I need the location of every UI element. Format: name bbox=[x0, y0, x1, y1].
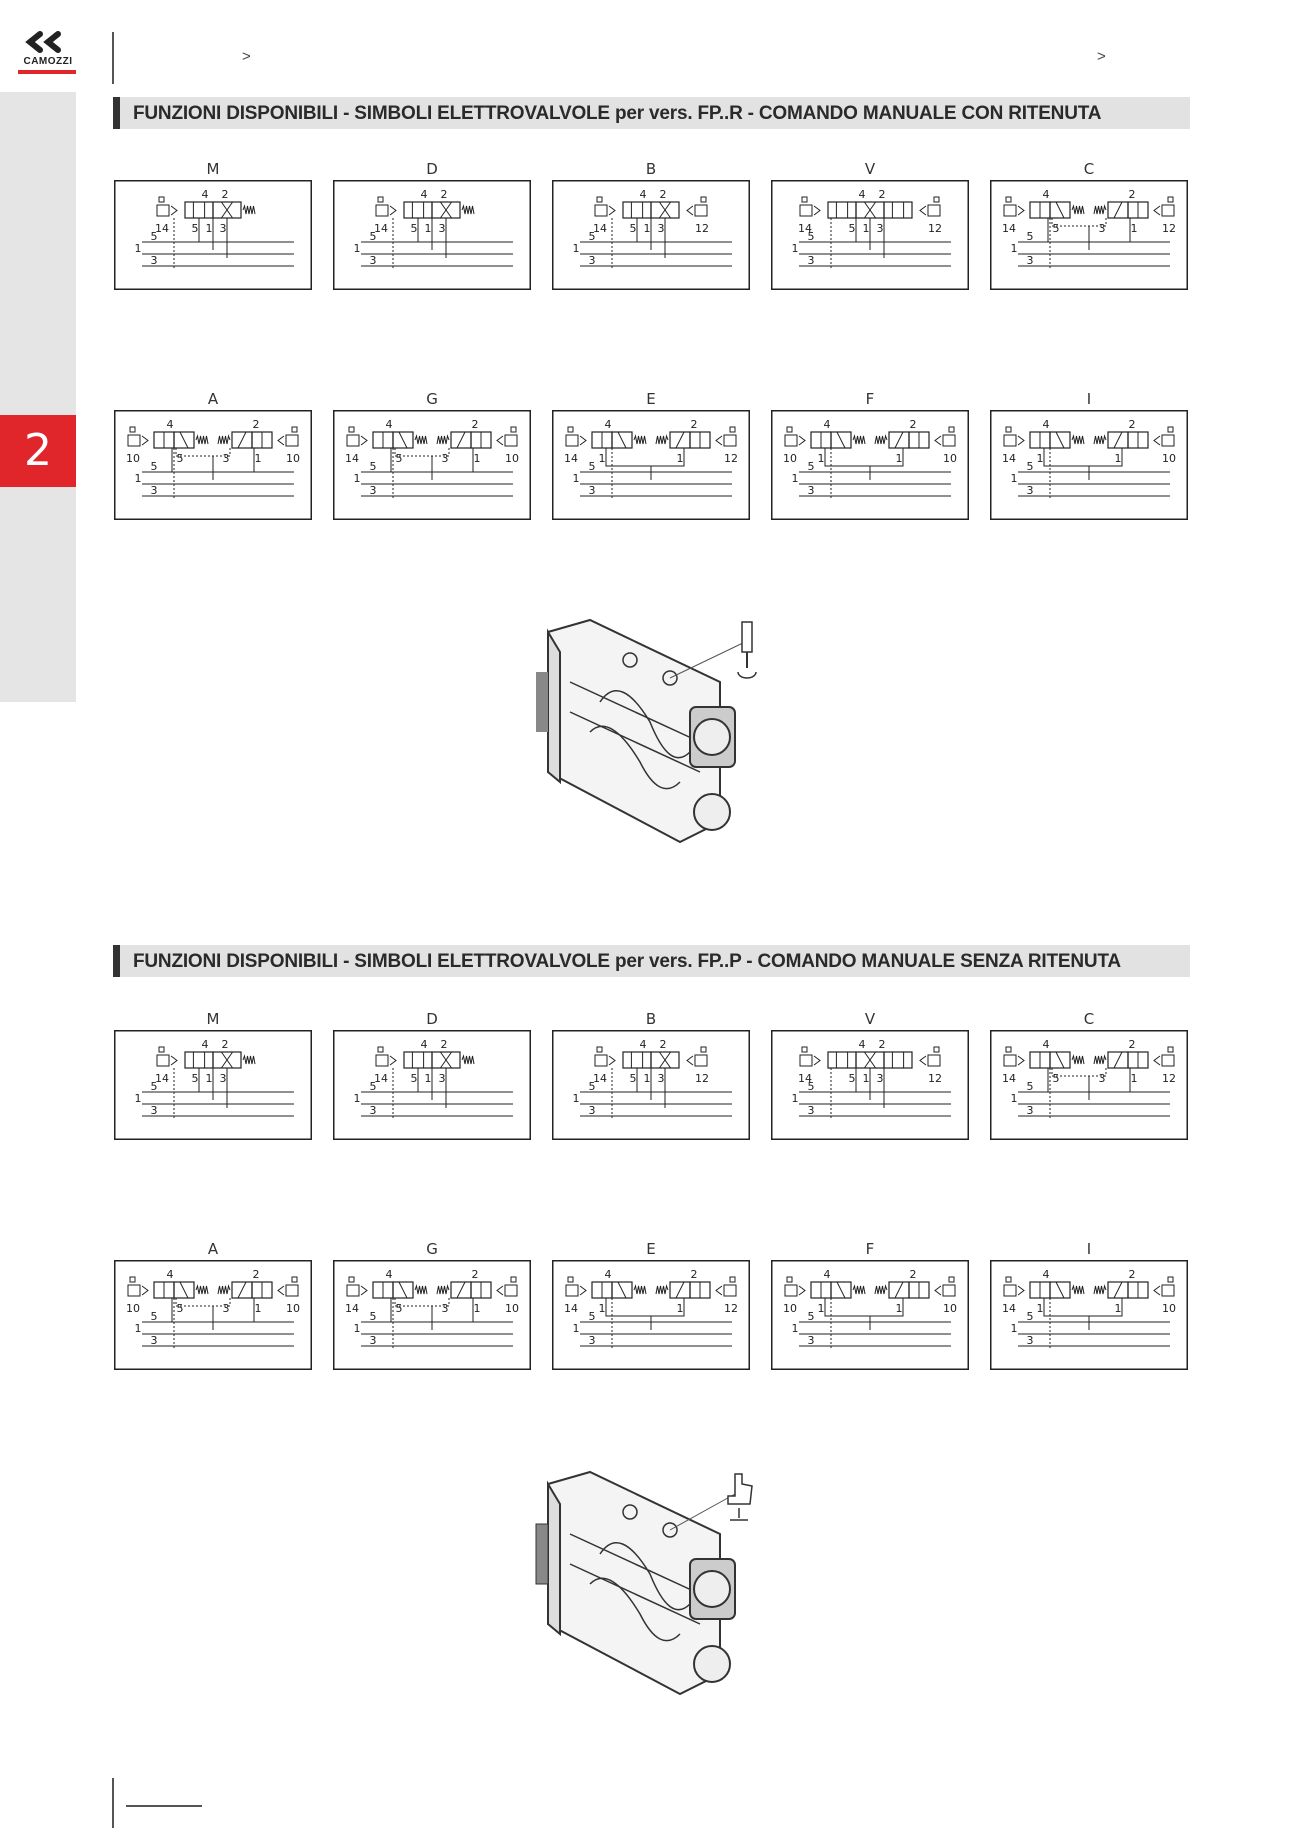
manifold-port-label: 5 bbox=[369, 1080, 377, 1093]
manifold-port-label: 3 bbox=[369, 1104, 377, 1117]
port-label: 2 bbox=[690, 418, 698, 431]
port-label: 4 bbox=[1042, 418, 1050, 431]
manifold-port-label: 3 bbox=[807, 1334, 815, 1347]
manifold-port-label: 3 bbox=[1026, 484, 1034, 497]
port-label: 1 bbox=[205, 222, 213, 235]
port-label: 14 bbox=[155, 222, 169, 235]
port-label: 3 bbox=[876, 222, 884, 235]
valve-symbol-diagram bbox=[771, 1030, 969, 1140]
symbol-letter: B bbox=[645, 1010, 657, 1028]
port-label: 2 bbox=[909, 418, 917, 431]
port-label: 1 bbox=[424, 1072, 432, 1085]
symbol-letter: M bbox=[206, 160, 220, 178]
port-label: 1 bbox=[676, 1302, 684, 1315]
port-label: 2 bbox=[878, 1038, 886, 1051]
valve-symbol-diagram bbox=[114, 1030, 312, 1140]
manifold-port-label: 5 bbox=[369, 460, 377, 473]
manifold-port-label: 1 bbox=[1010, 472, 1018, 485]
port-label: 3 bbox=[1098, 1072, 1106, 1085]
port-label: 2 bbox=[252, 1268, 260, 1281]
manifold-port-label: 1 bbox=[134, 1092, 142, 1105]
port-label: 10 bbox=[943, 1302, 957, 1315]
port-label: 4 bbox=[385, 1268, 393, 1281]
port-label: 2 bbox=[878, 188, 886, 201]
breadcrumb-arrow-1[interactable]: > bbox=[242, 48, 251, 65]
port-label: 4 bbox=[639, 188, 647, 201]
port-label: 1 bbox=[424, 222, 432, 235]
port-label: 1 bbox=[895, 1302, 903, 1315]
port-label: 2 bbox=[1128, 418, 1136, 431]
manifold-port-label: 5 bbox=[807, 230, 815, 243]
sidebar-band bbox=[0, 92, 76, 702]
valve-symbol-diagram bbox=[990, 1260, 1188, 1370]
port-label: 2 bbox=[221, 188, 229, 201]
valve-symbol-diagram bbox=[114, 180, 312, 290]
header-divider bbox=[112, 32, 114, 84]
manifold-port-label: 3 bbox=[588, 1104, 596, 1117]
port-label: 2 bbox=[252, 418, 260, 431]
port-label: 3 bbox=[657, 222, 665, 235]
port-label: 10 bbox=[126, 1302, 140, 1315]
port-label: 10 bbox=[505, 1302, 519, 1315]
manifold-port-label: 1 bbox=[134, 1322, 142, 1335]
footer-divider bbox=[112, 1778, 114, 1828]
camozzi-logo-icon bbox=[18, 28, 76, 76]
valve-symbol-diagram bbox=[333, 1030, 531, 1140]
manifold-port-label: 1 bbox=[572, 242, 580, 255]
symbol-frame bbox=[553, 411, 750, 520]
symbol-letter: C bbox=[1083, 1010, 1095, 1028]
port-label: 4 bbox=[201, 188, 209, 201]
port-label: 1 bbox=[254, 1302, 262, 1315]
port-label: 4 bbox=[823, 1268, 831, 1281]
section-header-1 bbox=[113, 97, 1190, 129]
port-label: 14 bbox=[345, 452, 359, 465]
port-label: 3 bbox=[1098, 222, 1106, 235]
symbol-letter: E bbox=[646, 390, 656, 408]
symbol-frame bbox=[772, 1261, 969, 1370]
port-label: 5 bbox=[848, 222, 856, 235]
manifold-port-label: 5 bbox=[807, 1310, 815, 1323]
manifold-port-label: 3 bbox=[150, 254, 158, 267]
manifold-port-label: 1 bbox=[791, 472, 799, 485]
port-label: 4 bbox=[604, 418, 612, 431]
section-header-2 bbox=[113, 945, 1190, 977]
port-label: 3 bbox=[438, 222, 446, 235]
port-label: 14 bbox=[593, 1072, 607, 1085]
manifold-port-label: 5 bbox=[807, 460, 815, 473]
port-label: 1 bbox=[1114, 1302, 1122, 1315]
manifold-port-label: 3 bbox=[588, 1334, 596, 1347]
manifold-port-label: 1 bbox=[572, 1092, 580, 1105]
manifold-port-label: 5 bbox=[588, 1080, 596, 1093]
port-label: 4 bbox=[823, 418, 831, 431]
port-label: 3 bbox=[438, 1072, 446, 1085]
port-label: 14 bbox=[1002, 1072, 1016, 1085]
manifold-port-label: 5 bbox=[150, 460, 158, 473]
valve-illustration-push bbox=[530, 1464, 780, 1704]
port-label: 14 bbox=[1002, 222, 1016, 235]
port-label: 12 bbox=[724, 452, 738, 465]
valve-symbol-diagram bbox=[552, 1260, 750, 1370]
manifold-port-label: 1 bbox=[353, 1322, 361, 1335]
port-label: 10 bbox=[783, 1302, 797, 1315]
port-label: 14 bbox=[155, 1072, 169, 1085]
port-label: 14 bbox=[593, 222, 607, 235]
port-label: 1 bbox=[1114, 452, 1122, 465]
symbol-frame bbox=[772, 411, 969, 520]
manifold-port-label: 5 bbox=[1026, 460, 1034, 473]
section-header-bar bbox=[113, 945, 120, 977]
port-label: 3 bbox=[657, 1072, 665, 1085]
valve-symbol-diagram bbox=[114, 410, 312, 520]
port-label: 10 bbox=[1162, 452, 1176, 465]
manifold-port-label: 3 bbox=[150, 484, 158, 497]
valve-symbol-diagram bbox=[990, 180, 1188, 290]
port-label: 2 bbox=[471, 418, 479, 431]
port-label: 5 bbox=[1052, 1072, 1060, 1085]
breadcrumb-arrow-2[interactable]: > bbox=[1097, 48, 1106, 65]
manifold-port-label: 1 bbox=[572, 472, 580, 485]
port-label: 14 bbox=[798, 222, 812, 235]
symbol-letter: I bbox=[1086, 1240, 1092, 1258]
port-label: 5 bbox=[410, 1072, 418, 1085]
port-label: 10 bbox=[505, 452, 519, 465]
port-label: 4 bbox=[604, 1268, 612, 1281]
port-label: 3 bbox=[441, 452, 449, 465]
port-label: 3 bbox=[219, 222, 227, 235]
symbol-letter: M bbox=[206, 1010, 220, 1028]
port-label: 5 bbox=[176, 1302, 184, 1315]
port-label: 2 bbox=[1128, 1038, 1136, 1051]
valve-symbol-diagram bbox=[333, 180, 531, 290]
manifold-port-label: 5 bbox=[1026, 230, 1034, 243]
symbol-letter: G bbox=[426, 390, 438, 408]
port-label: 2 bbox=[1128, 188, 1136, 201]
port-label: 5 bbox=[176, 452, 184, 465]
port-label: 2 bbox=[471, 1268, 479, 1281]
port-label: 5 bbox=[848, 1072, 856, 1085]
manifold-port-label: 5 bbox=[588, 1310, 596, 1323]
symbol-frame bbox=[553, 1261, 750, 1370]
port-label: 4 bbox=[639, 1038, 647, 1051]
manifold-port-label: 1 bbox=[353, 472, 361, 485]
footer-rule bbox=[126, 1805, 202, 1807]
manifold-port-label: 3 bbox=[807, 254, 815, 267]
port-label: 1 bbox=[1036, 452, 1044, 465]
port-label: 10 bbox=[286, 452, 300, 465]
symbol-letter: V bbox=[864, 160, 876, 178]
port-label: 4 bbox=[1042, 188, 1050, 201]
port-label: 1 bbox=[643, 222, 651, 235]
manifold-port-label: 3 bbox=[1026, 1334, 1034, 1347]
manifold-port-label: 3 bbox=[1026, 254, 1034, 267]
manifold-port-label: 5 bbox=[1026, 1080, 1034, 1093]
manifold-port-label: 1 bbox=[1010, 1322, 1018, 1335]
screwdriver-icon bbox=[738, 622, 756, 678]
port-label: 2 bbox=[440, 1038, 448, 1051]
manifold-port-label: 5 bbox=[150, 230, 158, 243]
port-label: 12 bbox=[1162, 1072, 1176, 1085]
manifold-port-label: 5 bbox=[807, 1080, 815, 1093]
port-label: 5 bbox=[191, 222, 199, 235]
port-label: 10 bbox=[1162, 1302, 1176, 1315]
port-label: 5 bbox=[629, 1072, 637, 1085]
port-label: 4 bbox=[420, 1038, 428, 1051]
port-label: 12 bbox=[724, 1302, 738, 1315]
port-label: 14 bbox=[374, 222, 388, 235]
symbol-letter: I bbox=[1086, 390, 1092, 408]
manifold-port-label: 3 bbox=[150, 1334, 158, 1347]
port-label: 1 bbox=[1036, 1302, 1044, 1315]
port-label: 1 bbox=[205, 1072, 213, 1085]
port-label: 3 bbox=[876, 1072, 884, 1085]
port-label: 14 bbox=[1002, 452, 1016, 465]
port-label: 12 bbox=[695, 1072, 709, 1085]
manifold-port-label: 1 bbox=[134, 242, 142, 255]
symbol-letter: E bbox=[646, 1240, 656, 1258]
manifold-port-label: 5 bbox=[150, 1080, 158, 1093]
port-label: 2 bbox=[690, 1268, 698, 1281]
manifold-port-label: 3 bbox=[1026, 1104, 1034, 1117]
port-label: 14 bbox=[564, 1302, 578, 1315]
port-label: 1 bbox=[817, 452, 825, 465]
port-label: 3 bbox=[222, 1302, 230, 1315]
symbol-frame bbox=[991, 411, 1188, 520]
valve-symbol-diagram bbox=[333, 410, 531, 520]
symbol-letter: A bbox=[207, 390, 219, 408]
valve-symbol-diagram bbox=[771, 180, 969, 290]
manifold-port-label: 1 bbox=[1010, 242, 1018, 255]
port-label: 1 bbox=[862, 222, 870, 235]
manifold-port-label: 3 bbox=[588, 484, 596, 497]
manifold-port-label: 1 bbox=[353, 242, 361, 255]
brand-name: CAMOZZI bbox=[23, 56, 73, 67]
port-label: 3 bbox=[441, 1302, 449, 1315]
port-label: 1 bbox=[862, 1072, 870, 1085]
port-label: 2 bbox=[221, 1038, 229, 1051]
port-label: 14 bbox=[798, 1072, 812, 1085]
port-label: 4 bbox=[1042, 1038, 1050, 1051]
port-label: 5 bbox=[1052, 222, 1060, 235]
port-label: 2 bbox=[1128, 1268, 1136, 1281]
port-label: 1 bbox=[676, 452, 684, 465]
section-title: FUNZIONI DISPONIBILI - SIMBOLI ELETTROVALVOLE per vers. FP..R - COMANDO MANUALE CON RITENUTA bbox=[133, 103, 1102, 124]
chapter-tab[interactable]: 2 bbox=[0, 415, 76, 487]
port-label: 2 bbox=[440, 188, 448, 201]
port-label: 1 bbox=[817, 1302, 825, 1315]
port-label: 14 bbox=[564, 452, 578, 465]
manifold-port-label: 1 bbox=[791, 242, 799, 255]
port-label: 1 bbox=[643, 1072, 651, 1085]
symbol-letter: B bbox=[645, 160, 657, 178]
symbol-letter: G bbox=[426, 1240, 438, 1258]
port-label: 14 bbox=[374, 1072, 388, 1085]
manifold-port-label: 5 bbox=[1026, 1310, 1034, 1323]
manifold-port-label: 1 bbox=[791, 1092, 799, 1105]
port-label: 12 bbox=[1162, 222, 1176, 235]
manifold-port-label: 1 bbox=[353, 1092, 361, 1105]
symbol-letter: A bbox=[207, 1240, 219, 1258]
symbol-frame bbox=[991, 1261, 1188, 1370]
port-label: 4 bbox=[858, 1038, 866, 1051]
symbol-letter: D bbox=[426, 160, 438, 178]
section-title: FUNZIONI DISPONIBILI - SIMBOLI ELETTROVALVOLE per vers. FP..P - COMANDO MANUALE SENZA RITENUTA bbox=[133, 951, 1121, 972]
manifold-port-label: 3 bbox=[369, 484, 377, 497]
symbol-letter: C bbox=[1083, 160, 1095, 178]
port-label: 4 bbox=[166, 1268, 174, 1281]
port-label: 14 bbox=[1002, 1302, 1016, 1315]
valve-symbol-diagram bbox=[552, 410, 750, 520]
port-label: 12 bbox=[695, 222, 709, 235]
port-label: 10 bbox=[943, 452, 957, 465]
port-label: 4 bbox=[420, 188, 428, 201]
manifold-port-label: 5 bbox=[588, 460, 596, 473]
port-label: 5 bbox=[395, 1302, 403, 1315]
port-label: 14 bbox=[345, 1302, 359, 1315]
port-label: 10 bbox=[783, 452, 797, 465]
manifold-port-label: 3 bbox=[150, 1104, 158, 1117]
port-label: 1 bbox=[598, 452, 606, 465]
port-label: 1 bbox=[473, 1302, 481, 1315]
push-finger-icon bbox=[728, 1474, 752, 1520]
manifold-port-label: 1 bbox=[134, 472, 142, 485]
port-label: 1 bbox=[254, 452, 262, 465]
manifold-port-label: 3 bbox=[369, 1334, 377, 1347]
valve-symbol-diagram bbox=[333, 1260, 531, 1370]
port-label: 1 bbox=[473, 452, 481, 465]
valve-illustration-screwdriver bbox=[530, 612, 780, 852]
port-label: 4 bbox=[1042, 1268, 1050, 1281]
symbol-letter: F bbox=[865, 390, 875, 408]
manifold-port-label: 3 bbox=[588, 254, 596, 267]
valve-symbol-diagram bbox=[552, 1030, 750, 1140]
manifold-port-label: 5 bbox=[369, 1310, 377, 1323]
valve-symbol-diagram bbox=[990, 410, 1188, 520]
manifold-port-label: 3 bbox=[369, 254, 377, 267]
port-label: 10 bbox=[286, 1302, 300, 1315]
valve-symbol-diagram bbox=[552, 180, 750, 290]
port-label: 2 bbox=[659, 1038, 667, 1051]
port-label: 12 bbox=[928, 222, 942, 235]
port-label: 10 bbox=[126, 452, 140, 465]
manifold-port-label: 5 bbox=[369, 230, 377, 243]
section-header-bar bbox=[113, 97, 120, 129]
valve-symbol-diagram bbox=[771, 1260, 969, 1370]
symbol-letter: D bbox=[426, 1010, 438, 1028]
port-label: 5 bbox=[191, 1072, 199, 1085]
port-label: 12 bbox=[928, 1072, 942, 1085]
valve-symbol-diagram bbox=[114, 1260, 312, 1370]
brand-bar bbox=[18, 70, 76, 74]
manifold-port-label: 3 bbox=[807, 484, 815, 497]
port-label: 5 bbox=[629, 222, 637, 235]
port-label: 4 bbox=[201, 1038, 209, 1051]
port-label: 4 bbox=[166, 418, 174, 431]
valve-symbol-diagram bbox=[771, 410, 969, 520]
port-label: 5 bbox=[395, 452, 403, 465]
port-label: 5 bbox=[410, 222, 418, 235]
port-label: 2 bbox=[909, 1268, 917, 1281]
manifold-port-label: 5 bbox=[150, 1310, 158, 1323]
port-label: 1 bbox=[895, 452, 903, 465]
port-label: 3 bbox=[222, 452, 230, 465]
port-label: 2 bbox=[659, 188, 667, 201]
manifold-port-label: 1 bbox=[572, 1322, 580, 1335]
valve-symbol-diagram bbox=[990, 1030, 1188, 1140]
port-label: 4 bbox=[858, 188, 866, 201]
port-label: 1 bbox=[1130, 1072, 1138, 1085]
port-label: 1 bbox=[598, 1302, 606, 1315]
manifold-port-label: 1 bbox=[1010, 1092, 1018, 1105]
manifold-port-label: 3 bbox=[807, 1104, 815, 1117]
symbol-letter: F bbox=[865, 1240, 875, 1258]
symbol-letter: V bbox=[864, 1010, 876, 1028]
port-label: 1 bbox=[1130, 222, 1138, 235]
port-label: 3 bbox=[219, 1072, 227, 1085]
port-label: 4 bbox=[385, 418, 393, 431]
manifold-port-label: 5 bbox=[588, 230, 596, 243]
manifold-port-label: 1 bbox=[791, 1322, 799, 1335]
